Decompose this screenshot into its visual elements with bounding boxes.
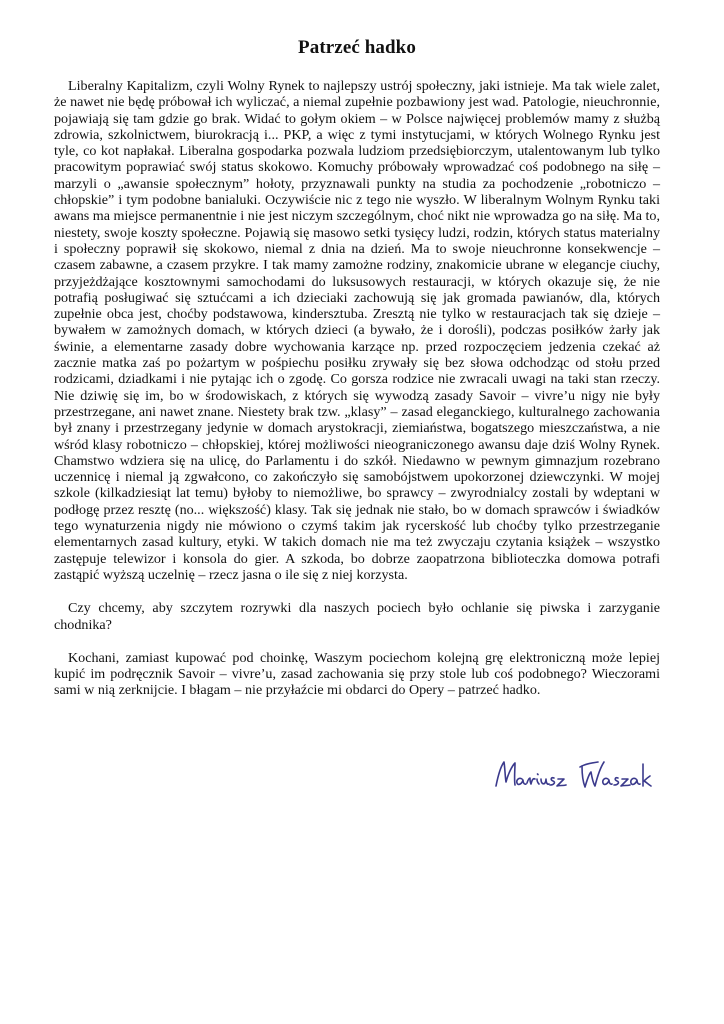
handwritten-signature <box>488 752 658 800</box>
paragraph-closing: Kochani, zamiast kupować pod choinkę, Waszym pociechom kolejną grę elektroniczną może lepiej kupić im podręcznik Savoir – vivre’u, zasad zachowania się przy stole lub coś podobnego? Wieczorami sami w nią zerknijcie. I błagam – nie przyłaźcie mi obdarci do Opery – patrzeć hadko. <box>54 649 660 699</box>
document-title: Patrzeć hadko <box>298 37 416 58</box>
paragraph-question: Czy chcemy, aby szczytem rozrywki dla naszych pociech było ochlanie się piwska i zarzyganie chodnika? <box>54 600 660 633</box>
paragraph-main: Liberalny Kapitalizm, czyli Wolny Rynek to najlepszy ustrój społeczny, jaki istnieje. Ma tak wiele zalet, że nawet nie będę próbował ich wyliczać, a niemal zupełnie pozbawiony jest wad. Patologie, nieuchronnie, pojawiają się tam gdzie go brak. Widać to gołym okiem – w Polsce najwięcej problemów mamy z służbą zdrowia, szkolnictwem, biurokracją i... PKP, a więc z tymi instytucjami, w których Wolnego Rynku jest tyle, co kot napłakał. Liberalna gospodarka pozwala ludziom przedsiębiorczym, utalentowanym lub tylko pracowitym poprawiać swój status skokowo. Komuchy próbowały wprowadzać coś podobnego na siłę – marzyli o „awansie społecznym” hołoty, przyznawali punkty na studia za pochodzenie „robotniczo – chłopskie” i tym podobne banialuki. Oczywiście nic z tego nie wyszło. W liberalnym Wolnym Rynku taki awans ma miejsce permanentnie i nie jest niczym szczególnym, choć nikt nie wprowadza go na siłę. Ma to, niestety, swoje koszty społeczne. Pojawią się masowo setki tysięcy ludzi, rodzin, których status materialny i społeczny poprawił się skokowo, niemal z dnia na dzień. Ma to swoje nieuchronne konsekwencje – czasem zabawne, a czasem przykre. I tak mamy zamożne rodziny, znakomicie ubrane w elegancje ciuchy, przyjeżdżające kosztownymi samochodami do luksusowych restauracji, w których okazuje się, że nie potrafią posługiwać się sztućcami a ich dzieciaki zachowują się jak gromada pawianów, dla, których zupełnie obca jest, choćby podstawowa, kindersztuba. Zresztą nie tylko w restauracjach tak się dzieje – bywałem w zamożnych domach, w których dzieci (a bywało, że i dorośli), podczas posiłków żarły jak świnie, a elementarne zasady dobre wychowania karzące np. przed rozpoczęciem jedzenia czekać aż zacznie matka zaś po pożartym w pośpiechu posiłku zrywały się bez słowa odchodząc od stołu przed rodzicami, dziadkami i nie pytając ich o zgodę. Co gorsza rodzice nie zwracali uwagi na taki stan rzeczy. Nie dziwię się im, bo w środowiskach, z których się wywodzą zasady Savoir – vivre’u nigy nie były przestrzegane, ani nawet znane. Niestety brak tzw. „klasy” – zasad eleganckiego, kulturalnego zachowania był znany i przestrzegany jedynie w domach arystokracji, ziemiaństwa, bogatszego mieszczaństwa, a nie wśród klasy robotniczo – chłopskiej, której możliwości nieograniczonego awansu daje dziś Wolny Rynek. Chamstwo wdziera się na ulicę, do Parlamentu i do szkół. Niedawno w pewnym gimnazjum rozebrano uczennicę i niemal ją zgwałcono, co zakończyło się samobójstwem upokorzonej dziewczynki. W mojej szkole (kilkadziesiąt lat temu) byłoby to niemożliwe, bo sprawcy – zwyrodnialcy zostali by wdeptani w podłogę przez resztę (no... większość) klasy. Tak się jednak nie stało, bo w domach sprawców i świadków tego wynaturzenia nigdy nie mówiono o czymś takim jak rycerskość lub choćby tylko przestrzeganie elementarnych zasad kultury, etyki. W takich domach nie ma też zwyczaju czytania książek – wszystko zastępuje telewizor i konsola do gier. A szkoda, bo dobrze zaopatrzona biblioteczka domowa potrafi zastąpić wyższą uczelnię – rzecz jasna o ile się z niej korzysta. <box>54 78 660 583</box>
